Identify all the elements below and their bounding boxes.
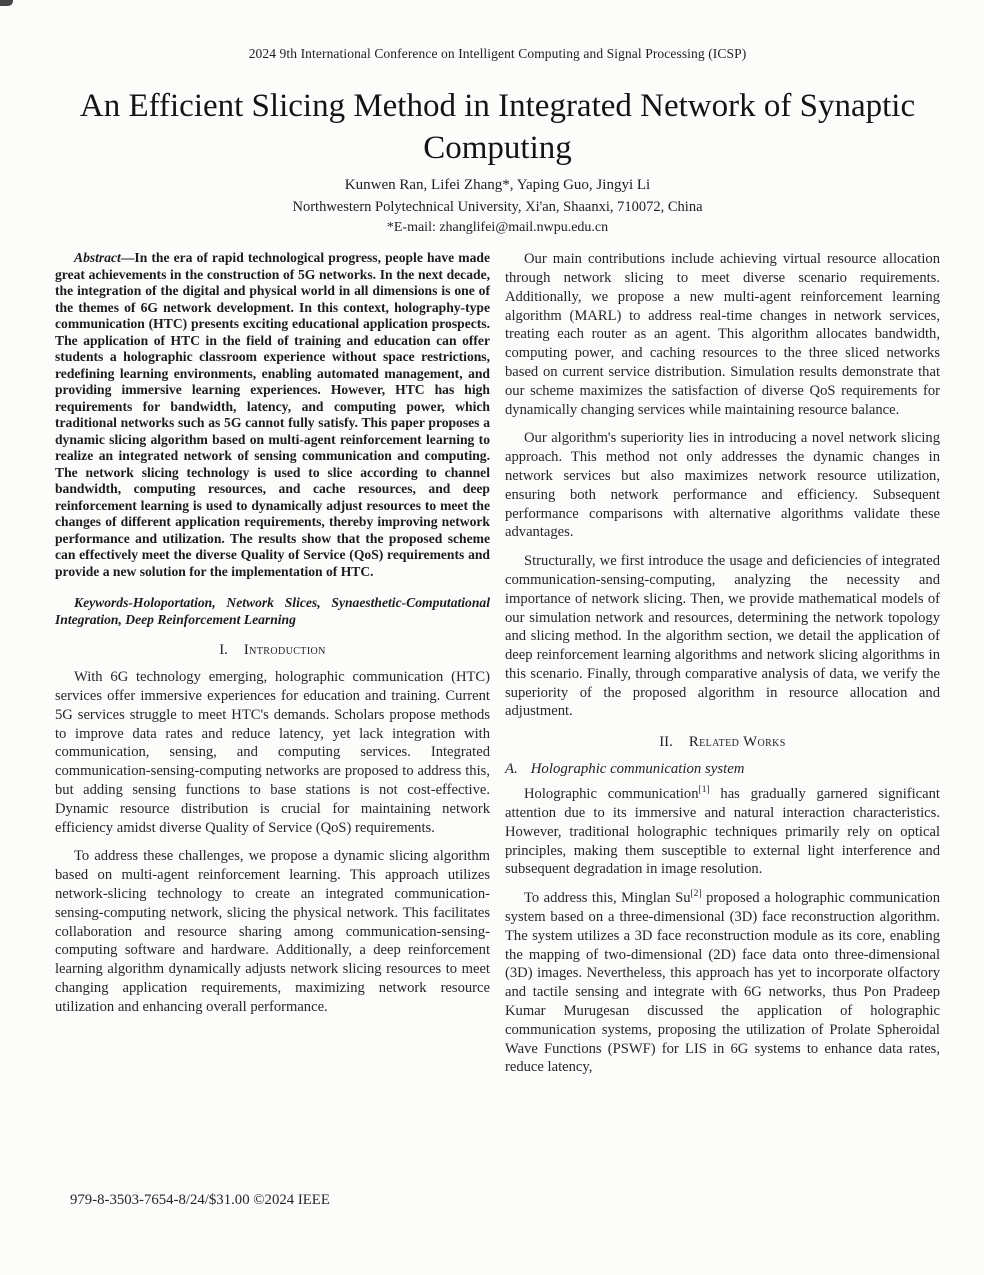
paragraph-text: Holographic communication xyxy=(524,786,699,803)
paragraph-text: proposed a holographic communication system based on a three-dimensional (3D) face reconstruction algorithm. The system utilizes a 3D face reconstruction module as its core, enabling the mapping of two-dimensional (2D) face data onto three-dimensional (3D) images. Nevertheless, this approach has yet to incorporate olfactory and tactile sensing and integrate with 6G networks, thus Pon Pradeep Kumar Murugesan discussed the application of holographic communication systems, proposing the utilization of Prolate Spheroidal Wave Functions (PSWF) for LIS in 6G systems to enhance data rates, reduce latency, xyxy=(505,890,941,1076)
two-column-body xyxy=(55,250,940,1087)
citation-ref-1: [1] xyxy=(698,785,710,796)
abstract-label: Abstract xyxy=(74,250,121,266)
contributions-paragraph: Our main contributions include achieving virtual resource allocation through network slicing to meet diverse scenario requirements. Additionally, we propose a new multi-agent reinforcement learning algorithm (MARL) to address real-time changes in network services, treating each router as an agent. This algorithm allocates bandwidth, computing power, and caching resources to the three sliced networks based on current service distribution. Simulation results demonstrate that our scheme maximizes the satisfaction of diverse QoS requirements for dynamically changing services while maintaining resource balance. xyxy=(505,251,940,418)
structure-paragraph: Structurally, we first introduce the usage and deficiencies of integrated communication-sensing-computing, analyzing the necessity and importance of network slicing. Then, we provide mathematical models of our simulation network and resources, determining the network topology and slicing method. In the algorithm section, we detail the application of deep reinforcement learning algorithms and network slicing algorithms in this scenario. Finally, through comparative analysis of data, we verify the superiority of the proposed algorithm in resource allocation and adjustment. xyxy=(505,553,940,720)
intro-paragraph-1: With 6G technology emerging, holographic communication (HTC) services offer immersive experiences for education and training. Current 5G services struggle to meet HTC's demands. Scholars propose methods to improve data rates and reduce latency, yet lack integration with communication, sensing, and computing services. Integrated communication-sensing-computing networks are proposed to address this, but adding sensing functions to base stations is not cost-effective. Dynamic resource distribution is crucial for maintaining network efficiency amidst diverse Quality of Service (QoS) requirements. xyxy=(55,669,490,836)
intro-paragraph-2: To address these challenges, we propose a dynamic slicing algorithm based on multi-agent reinforcement learning. This approach utilizes network-slicing technology to create an integrated communication-sensing-computing network, slicing the physical network. This facilitates collaboration and resource sharing among communication-sensing-computing software and hardware. Additionally, a deep reinforcement learning algorithm dynamically adjusts network slicing resources to meet changing application requirements, maximizing network resource utilization and enhancing overall performance. xyxy=(55,848,490,1015)
email-line: *E-mail: zhanglifei@mail.nwpu.edu.cn xyxy=(386,220,609,236)
paper-title: An Efficient Slicing Method in Integrated Network of Synaptic Computing xyxy=(79,88,916,166)
left-column xyxy=(55,250,490,1026)
right-column xyxy=(505,250,940,1087)
section-heading-introduction xyxy=(55,642,490,659)
footer-copyright: 979-8-3503-7654-8/24/$31.00 ©2024 IEEE xyxy=(70,1192,330,1208)
holographic-communication-paragraph xyxy=(505,785,940,879)
section-title: Introduction xyxy=(243,642,326,659)
section-heading-related-works xyxy=(505,734,940,751)
section-number: I. xyxy=(219,642,228,659)
abstract-text: —In the era of rapid technological progress, people have made great achievements in the construction of 5G networks. In the next decade, the integration of the digital and physical world in all dimensions is one of the themes of 6G network development. In this context, holography-type communication (HTC) presents exciting educational application prospects. The application of HTC in the field of training and education can offer students a holographic classroom experience without space restrictions, redefining learning environments, enabling automated management, and providing immersive learning experiences. However, HTC has high requirements for bandwidth, latency, and computing power, which traditional networks such as 5G cannot fully satisfy. This paper proposes a dynamic slicing algorithm based on multi-agent reinforcement learning to realize an integrated network of sensing communication and computing. The network slicing technology is used to slice according to channel bandwidth, computing resources, and cache resources, and deep reinforcement learning is used to dynamically adjust resources to meet the changes of different application requirements, thereby improving network performance and utilization. The results show that the proposed scheme can effectively meet the diverse Quality of Service (QoS) requirements and provide a new solution for the implementation of HTC. xyxy=(55,250,490,579)
paragraph-text: has gradually garnered significant attention due to its immersive and natural interaction characteristics. However, traditional holographic techniques primarily rely on optical principles, making them susceptible to external light interference and subsequent degradation in image resolution. xyxy=(505,786,940,878)
keywords-paragraph: Keywords-Holoportation, Network Slices, Synaesthetic-Computational Integration, Deep Reinforcement Learning xyxy=(55,595,490,628)
section-title: Related Works xyxy=(688,734,786,751)
subsection-number: A. xyxy=(505,761,518,778)
affiliation-line: Northwestern Polytechnical University, Xi'an, Shaanxi, 710072, China xyxy=(292,199,703,216)
conference-header: 2024 9th International Conference on Intelligent Computing and Signal Processing (ICSP) xyxy=(248,46,747,61)
abstract-paragraph xyxy=(55,250,490,580)
section-number: II. xyxy=(659,734,673,751)
authors-line: Kunwen Ran, Lifei Zhang*, Yaping Guo, Jingyi Li xyxy=(344,177,651,194)
subsection-title: Holographic communication system xyxy=(530,761,745,778)
citation-ref-2: [2] xyxy=(690,889,702,900)
paragraph-text: To address this, Minglan Su xyxy=(524,890,691,907)
face-reconstruction-paragraph xyxy=(505,889,940,1077)
subsection-heading-holographic-communication xyxy=(505,761,940,778)
scan-artifact xyxy=(0,0,13,6)
superiority-paragraph: Our algorithm's superiority lies in introducing a novel network slicing approach. This method not only addresses the dynamic changes in network services but also maximizes network resource utilization, ensuring both network performance and efficiency. Subsequent performance comparisons with alternative algorithms validate these advantages. xyxy=(505,430,940,541)
